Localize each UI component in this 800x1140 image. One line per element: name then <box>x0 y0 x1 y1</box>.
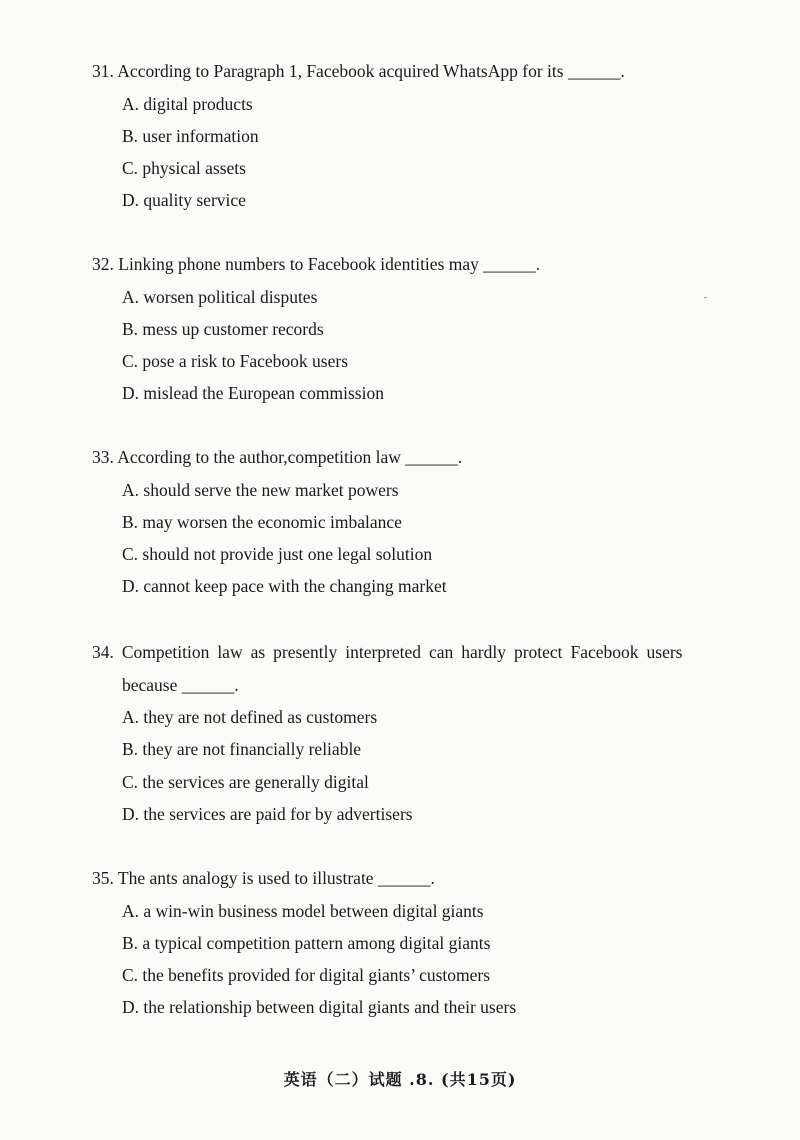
question-32 <box>92 248 732 410</box>
option-c: C. the benefits provided for digital giants’ customers <box>122 965 491 986</box>
question-stem-continued: because ______. <box>122 674 239 695</box>
option-b: B. mess up customer records <box>122 318 324 339</box>
scan-speck <box>704 297 707 298</box>
page-footer: 英语（二）试题 .8. (共15页) <box>283 1070 517 1089</box>
option-a: A. a win-win business model between digital giants <box>122 900 484 921</box>
option-d: D. mislead the European commission <box>122 383 384 404</box>
option-a: A. should serve the new market powers <box>122 479 399 500</box>
question-31 <box>92 55 732 217</box>
option-d: D. cannot keep pace with the changing market <box>122 576 447 597</box>
option-list <box>92 281 732 410</box>
question-stem: 32. Linking phone numbers to Facebook identities may ______. <box>92 254 541 274</box>
question-33 <box>92 441 732 603</box>
option-list <box>92 474 732 603</box>
option-d: D. the services are paid for by advertisers <box>122 803 413 824</box>
option-d: D. quality service <box>122 190 246 211</box>
option-b: B. may worsen the economic imbalance <box>122 511 402 532</box>
option-d: D. the relationship between digital giants and their users <box>122 997 517 1018</box>
option-b: B. user information <box>122 125 259 146</box>
option-a: A. digital products <box>122 93 253 114</box>
question-stem: 31. According to Paragraph 1, Facebook acquired WhatsApp for its ______. <box>92 61 625 81</box>
option-c: C. pose a risk to Facebook users <box>122 351 349 372</box>
question-stem: 33. According to the author,competition law ______. <box>92 447 463 467</box>
option-list <box>92 701 732 830</box>
option-c: C. the services are generally digital <box>122 771 369 792</box>
option-a: A. worsen political disputes <box>122 286 318 307</box>
option-c: C. physical assets <box>122 158 246 179</box>
question-34 <box>92 636 732 830</box>
question-35 <box>92 862 732 1024</box>
option-b: B. a typical competition pattern among digital giants <box>122 932 491 953</box>
option-list <box>92 88 732 217</box>
option-list <box>92 895 732 1024</box>
question-stem: 34. Competition law as presently interpreted can hardly protect Facebook users <box>92 642 683 662</box>
option-c: C. should not provide just one legal solution <box>122 544 433 565</box>
option-a: A. they are not defined as customers <box>122 707 378 727</box>
question-stem: 35. The ants analogy is used to illustrate ______. <box>92 868 435 888</box>
option-b: B. they are not financially reliable <box>122 739 362 760</box>
